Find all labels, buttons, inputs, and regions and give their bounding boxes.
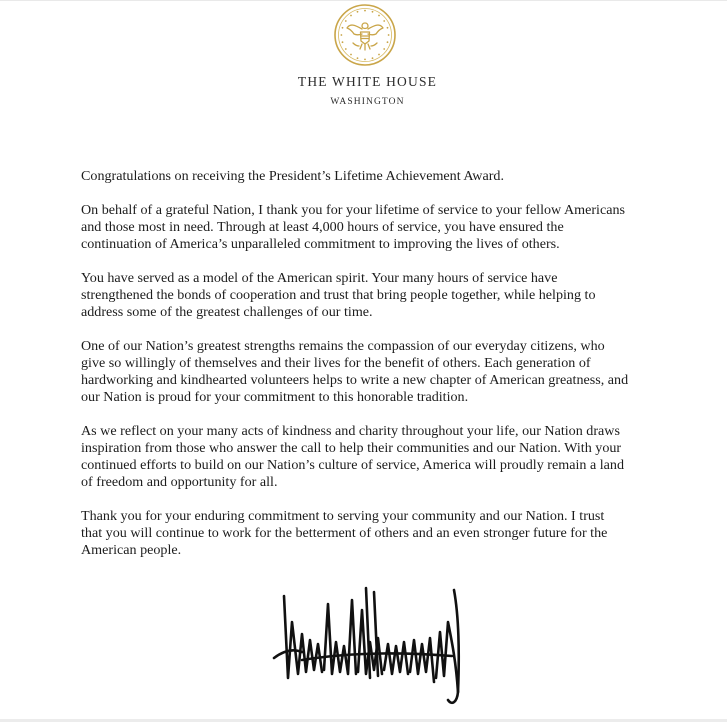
letterhead-title: THE WHITE HOUSE	[297, 74, 438, 89]
letter-body	[81, 168, 671, 576]
letter-line: American people.	[81, 542, 182, 558]
letter-line: and those most in need. Through at least 4,000 hours of service, you have ensured the	[81, 219, 564, 235]
letter-line: One of our Nation’s greatest strengths remains the compassion of our everyday citizens, who	[81, 338, 605, 354]
letter-line: that you will continue to work for the betterment of others and an even stronger future for the	[81, 525, 608, 541]
letter-paragraph	[81, 270, 671, 321]
letter-line: inspiration from those who answer the call to help their communities and our Nation. With your	[81, 440, 622, 456]
letter-line: Thank you for your enduring commitment to serving your community and our Nation. I trust	[81, 508, 605, 524]
letter-line: hardworking and kindhearted volunteers helps to write a new chapter of American greatness, and	[81, 372, 629, 388]
letter-paragraph	[81, 508, 671, 559]
handwritten-signature-icon	[262, 582, 470, 712]
top-edge-divider	[0, 0, 727, 1]
letter-paragraph	[81, 338, 671, 406]
letter-line: give so willingly of themselves and their lives for the benefit of others. Each generation of	[81, 355, 591, 371]
letter-line: Congratulations on receiving the President’s Lifetime Achievement Award.	[81, 168, 504, 184]
letter-paragraph	[81, 168, 671, 185]
letter-line: continued efforts to build on our Nation’s culture of service, America will proudly remain a land	[81, 457, 624, 473]
letter-line: address some of the greatest challenges of our time.	[81, 304, 373, 320]
letterhead-subtitle: WASHINGTON	[330, 97, 405, 107]
letter-line: strengthened the bonds of cooperation and trust that bring people together, while helping to	[81, 287, 596, 303]
letter-line: You have served as a model of the American spirit. Your many hours of service have	[81, 270, 558, 286]
letter-line: of freedom and opportunity for all.	[81, 474, 278, 490]
letter-line: continuation of America’s unparalleled commitment to improving the lives of others.	[81, 236, 560, 252]
letter-paragraph	[81, 202, 671, 253]
letter-line: On behalf of a grateful Nation, I thank you for your lifetime of service to your fellow Americans	[81, 202, 625, 218]
letter-line: As we reflect on your many acts of kindness and charity throughout your life, our Nation draws	[81, 423, 620, 439]
letter-paragraph	[81, 423, 671, 491]
presidential-seal-icon	[333, 3, 397, 67]
letter-line: our Nation is proud for your commitment to this honorable tradition.	[81, 389, 469, 405]
